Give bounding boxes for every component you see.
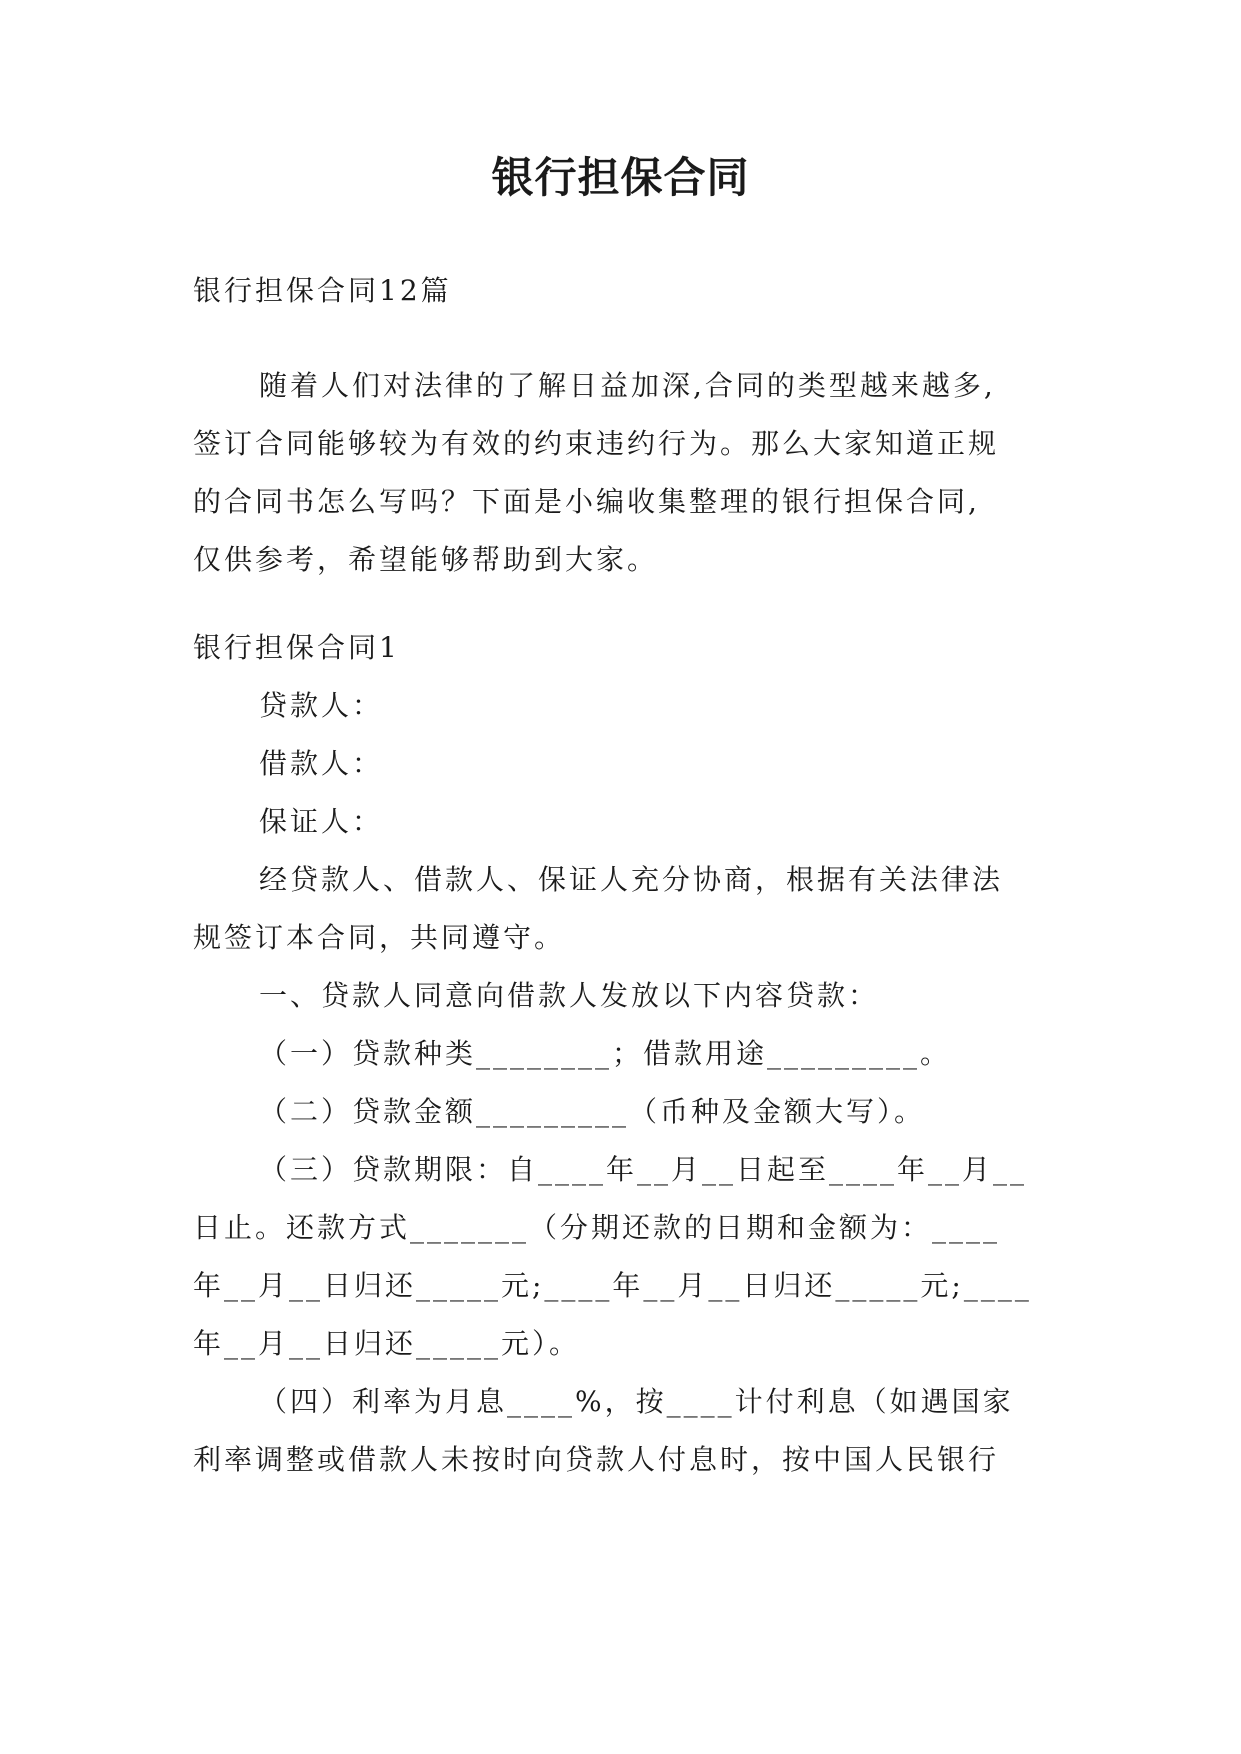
clause-line: 经贷款人、借款人、保证人充分协商，根据有关法律法	[259, 863, 1004, 896]
clause-line: （二）贷款金额_________（币种及金额大写）。	[259, 1095, 926, 1128]
clause-line: 规签订本合同，共同遵守。	[193, 921, 566, 954]
party-lender: 贷款人：	[259, 689, 384, 722]
clause-line: 年__月__日归还_____元）。	[193, 1327, 581, 1360]
intro-line: 仅供参考，希望能够帮助到大家。	[193, 543, 659, 576]
clause-line: 日止。还款方式_______（分期还款的日期和金额为：____	[193, 1211, 1001, 1244]
clause-line: （三）贷款期限：自____年__月__日起至____年__月__	[259, 1153, 1028, 1186]
intro-line: 的合同书怎么写吗？下面是小编收集整理的银行担保合同,	[193, 485, 980, 518]
clause-line: 利率调整或借款人未按时向贷款人付息时，按中国人民银行	[193, 1443, 1000, 1476]
intro-paragraph	[193, 357, 1053, 589]
clause-line: 年__月__日归还_____元;____年__月__日归还_____元;____	[193, 1269, 1032, 1302]
clause-line: （四）利率为月息____%，按____计付利息（如遇国家	[259, 1385, 1014, 1418]
clause-line: （一）贷款种类________；借款用途_________。	[259, 1037, 952, 1070]
intro-line: 签订合同能够较为有效的约束违约行为。那么大家知道正规	[193, 427, 1000, 460]
document-title: 银行担保合同	[491, 153, 750, 202]
clause-line: 一、贷款人同意向借款人发放以下内容贷款：	[259, 979, 880, 1012]
subtitle-block	[193, 262, 1053, 320]
contract-section-1	[193, 619, 1053, 1489]
document-subtitle: 银行担保合同12篇	[193, 274, 452, 307]
party-borrower: 借款人：	[259, 747, 384, 780]
intro-line: 随着人们对法律的了解日益加深,合同的类型越来越多,	[259, 369, 996, 402]
section-heading: 银行担保合同1	[193, 631, 400, 664]
party-guarantor: 保证人：	[259, 805, 384, 838]
